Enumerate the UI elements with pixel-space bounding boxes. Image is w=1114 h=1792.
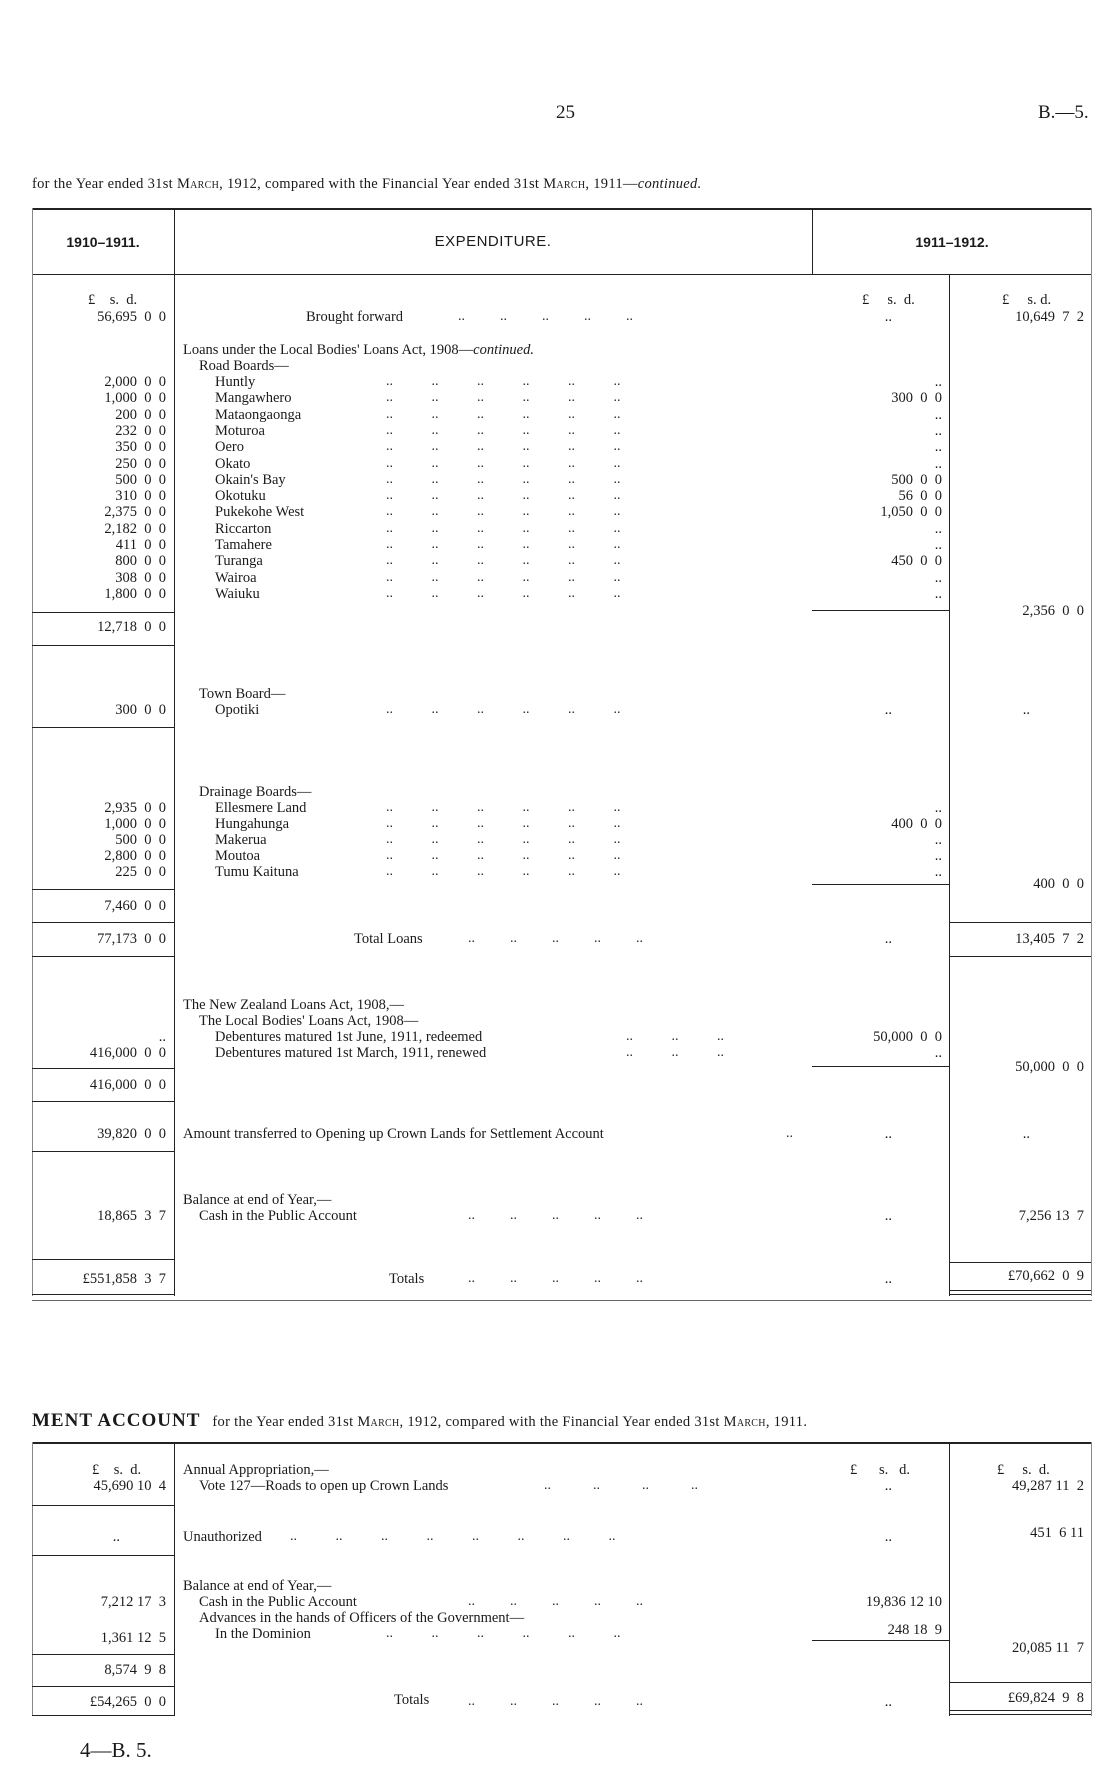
annual-heading: Annual Appropriation,— <box>183 1462 329 1478</box>
footer-code: 4—B. 5. <box>80 1738 152 1762</box>
row-left-value: 250 0 0 <box>115 455 166 472</box>
row-left-value: 500 0 0 <box>115 471 166 488</box>
road-subtotal-rule <box>32 612 174 613</box>
acct2-inner-rule <box>812 1640 949 1641</box>
acct2-units-left: £ s. d. <box>92 1462 142 1478</box>
row-left-value: 2,182 0 0 <box>104 520 166 537</box>
table-bottom-rule <box>32 1300 1092 1301</box>
row-label: Cash in the Public Account <box>199 1594 357 1610</box>
deb-inner-rule <box>812 1066 949 1067</box>
row-left-value: 2,000 0 0 <box>104 374 166 390</box>
row-inner-value: 400 0 0 <box>891 816 942 832</box>
row-label: Debentures matured 1st March, 1911, renewed <box>215 1045 487 1061</box>
row-label: Riccarton <box>215 520 272 537</box>
row-left-value: 308 0 0 <box>115 569 166 586</box>
row-inner-value: .. <box>934 585 942 602</box>
row-inner-value: .. <box>884 1208 892 1224</box>
row-label: Oero <box>215 439 244 456</box>
loans-heading: Loans under the Local Bodies' Loans Act, 1908—continued. <box>183 342 534 358</box>
row-inner-value: 50,000 0 0 <box>873 1029 942 1045</box>
row-left-value: 77,173 0 0 <box>97 931 166 947</box>
row-label: Moturoa <box>215 422 265 439</box>
drainage-rule-top <box>32 889 174 890</box>
row-inner-value: 248 18 9 <box>887 1622 942 1638</box>
row-left-value: 45,690 10 4 <box>93 1478 166 1494</box>
row-label: Ellesmere Land <box>215 800 307 816</box>
leader-dots: .. .. .. .. .. <box>458 309 633 324</box>
units-inner: £ s. d. <box>862 292 915 308</box>
row-label: Okain's Bay <box>215 471 286 488</box>
row-left-value: 2,375 0 0 <box>104 504 166 521</box>
row-inner-value: .. <box>934 800 942 816</box>
leader-dots: .. .. .. .. .. .. <box>386 537 621 552</box>
leader-dots: .. .. .. .. .. .. <box>386 520 621 536</box>
row-right-value: 451 6 11 <box>1030 1525 1084 1541</box>
row-inner-value: .. <box>934 864 942 880</box>
town-rule <box>32 727 174 728</box>
drainage-right-rule <box>949 922 1091 923</box>
leader-dots: .. .. .. .. .. .. <box>386 585 621 601</box>
vote-rule <box>32 1505 174 1506</box>
leader-dots: .. .. .. .. .. .. <box>386 374 621 389</box>
table-top-rule <box>32 208 1092 210</box>
row-right-value: .. <box>1022 702 1030 718</box>
row-left-value: 1,800 0 0 <box>104 585 166 602</box>
row-inner-value: .. <box>884 1126 892 1142</box>
left-border <box>32 208 33 1296</box>
leader-dots: .. .. .. .. .. .. <box>386 504 621 520</box>
row-inner-value: .. <box>934 537 942 553</box>
leader-dots: .. .. .. <box>626 1045 724 1060</box>
row-left-value: £54,265 0 0 <box>89 1694 166 1710</box>
page-number: 25 <box>556 102 575 123</box>
row-inner-value: .. <box>934 455 942 472</box>
row-inner-value: .. <box>884 1529 892 1545</box>
row-left-value: 416,000 0 0 <box>89 1045 166 1061</box>
row-inner-value: .. <box>884 1478 892 1494</box>
leader-dots: .. .. .. .. .. .. <box>386 569 621 585</box>
row-label: Brought forward <box>306 309 404 325</box>
row-left-value: £551,858 3 7 <box>82 1271 166 1287</box>
row-inner-value: .. <box>884 1694 892 1710</box>
row-right-value: 10,649 7 2 <box>1015 309 1084 325</box>
row-inner-value: 19,836 12 10 <box>865 1594 942 1610</box>
row-label: Debentures matured 1st June, 1911, redeemed <box>215 1029 483 1045</box>
row-label: Mangawhero <box>215 390 292 407</box>
leader-dots: .. .. .. <box>626 1029 724 1044</box>
row-label: Vote 127—Roads to open up Crown Lands <box>199 1478 449 1494</box>
leader-dots: .. .. .. .. .. .. .. .. <box>290 1529 616 1544</box>
drainage-total-left: 7,460 0 0 <box>104 898 166 914</box>
row-inner-value: 500 0 0 <box>891 471 942 488</box>
totals-double-rule-right <box>949 1290 1091 1291</box>
row-inner-value: 56 0 0 <box>898 488 942 505</box>
page-code: B.—5. <box>1038 102 1089 123</box>
row-label: Moutoa <box>215 848 261 864</box>
row-left-value: 500 0 0 <box>115 832 166 848</box>
leader-dots: .. .. .. .. .. <box>468 1694 643 1709</box>
row-label: Cash in the Public Account <box>199 1208 357 1224</box>
leader-dots: .. .. .. .. .. .. <box>386 439 621 455</box>
leader-dots: .. .. .. .. .. <box>468 1271 643 1286</box>
row-label: Mataongaonga <box>215 406 302 423</box>
row-left-value: 232 0 0 <box>115 422 166 439</box>
row-inner-value: .. <box>934 569 942 586</box>
row-inner-value: .. <box>934 832 942 848</box>
row-inner-value: .. <box>884 1271 892 1287</box>
row-label: Okato <box>215 455 251 472</box>
acct2-balance-total-left: 8,574 9 8 <box>104 1662 166 1678</box>
leader-dots: .. .. .. .. .. .. <box>386 406 621 422</box>
transfer-rule <box>32 1151 174 1152</box>
drainage-inner-rule <box>812 884 949 885</box>
debentures-total-left: 416,000 0 0 <box>89 1077 166 1093</box>
leader-dots: .. .. .. .. .. .. <box>386 832 621 847</box>
row-label: Huntly <box>215 374 256 390</box>
col-header-expenditure: EXPENDITURE. <box>434 233 552 250</box>
acct2-double-rule-right <box>949 1710 1091 1711</box>
row-label: Unauthorized <box>183 1529 262 1545</box>
row-inner-value: .. <box>934 1045 942 1061</box>
row-inner-value: 300 0 0 <box>891 390 942 407</box>
row-left-value: 310 0 0 <box>115 488 166 505</box>
drainage-heading: Drainage Boards— <box>199 784 312 800</box>
row-right-value: £70,662 0 9 <box>1007 1268 1084 1284</box>
row-left-value: 300 0 0 <box>115 702 166 718</box>
row-label: Wairoa <box>215 569 257 586</box>
acct2-double-rule-left <box>32 1715 174 1716</box>
leader-dots: .. .. .. .. .. .. <box>386 488 621 504</box>
row-label: Tumu Kaituna <box>215 864 299 880</box>
acct2-right-border <box>1091 1442 1092 1716</box>
row-left-value: .. <box>158 1029 166 1045</box>
row-left-value: 2,935 0 0 <box>104 800 166 816</box>
leader-dots: .. .. .. .. .. .. <box>386 848 621 863</box>
row-label: Totals <box>389 1271 425 1287</box>
row-label: Amount transferred to Opening up Crown Lands for Settlement Account <box>183 1126 604 1142</box>
deb-rule-top <box>32 1068 174 1069</box>
row-label: Opotiki <box>215 702 260 718</box>
col-divider-3 <box>949 274 950 1296</box>
row-right-value: £69,824 9 8 <box>1007 1690 1084 1706</box>
leader-dots: .. .. .. .. .. .. <box>386 1626 621 1641</box>
units-left: £ s. d. <box>88 292 138 308</box>
leader-dots: .. .. .. .. .. .. <box>386 455 621 471</box>
leader-dots: .. .. .. .. <box>544 1478 698 1493</box>
row-inner-value: 1,050 0 0 <box>880 504 942 521</box>
row-left-value: 1,361 12 5 <box>100 1630 166 1646</box>
leader-dots: .. .. .. .. .. .. <box>386 816 621 831</box>
drainage-total-right: 400 0 0 <box>1033 876 1084 892</box>
acct2-balance-total-right: 20,085 11 7 <box>1012 1640 1084 1656</box>
row-right-value: .. <box>1022 1126 1030 1142</box>
debentures-total-right: 50,000 0 0 <box>1015 1059 1084 1075</box>
row-left-value: 56,695 0 0 <box>97 309 166 325</box>
row-left-value: 2,800 0 0 <box>104 848 166 864</box>
row-label: Totals <box>394 1692 430 1708</box>
acct2-right-rule <box>949 1682 1091 1683</box>
road-inner-rule <box>812 610 949 611</box>
row-inner-value: .. <box>934 422 942 439</box>
col-header-1911: 1911–1912. <box>915 234 989 250</box>
header-bottom-rule <box>32 274 1092 275</box>
row-left-value: 411 0 0 <box>115 537 166 553</box>
leader-dots: .. .. .. .. .. .. <box>386 471 621 487</box>
leader-dots: .. .. .. .. .. <box>468 1594 643 1609</box>
drainage-rule-bottom <box>32 922 174 923</box>
balance-rule <box>32 1259 174 1260</box>
acct2-top-rule <box>32 1442 1092 1444</box>
acct2-double-rule-right-2 <box>949 1714 1091 1715</box>
row-inner-value: .. <box>934 848 942 864</box>
leader-dots: .. .. .. .. .. .. <box>386 864 621 879</box>
row-label: Makerua <box>215 832 267 848</box>
row-left-value: 39,820 0 0 <box>97 1126 166 1142</box>
advances-heading: Advances in the hands of Officers of the Government— <box>199 1610 525 1626</box>
unauth-rule <box>32 1555 174 1556</box>
leader-dots: .. .. .. .. .. .. <box>386 422 621 438</box>
total-loans-rule-right <box>949 956 1091 957</box>
row-left-value: 1,000 0 0 <box>104 390 166 407</box>
row-label: Waiuku <box>215 585 260 602</box>
leader-dots: .. .. .. .. .. <box>468 931 643 946</box>
acct2-units-inner: £ s. d. <box>850 1462 911 1478</box>
road-boards-total-left: 12,718 0 0 <box>97 619 166 635</box>
deb-rule-bottom <box>32 1101 174 1102</box>
totals-double-rule-right-2 <box>949 1294 1091 1295</box>
row-label: In the Dominion <box>215 1626 311 1642</box>
leader-dots: .. .. .. .. .. <box>468 1208 643 1223</box>
row-label: Total Loans <box>354 931 423 947</box>
balance-heading: Balance at end of Year,— <box>183 1192 332 1208</box>
acct2-col-divider-3 <box>949 1442 950 1716</box>
town-board-heading: Town Board— <box>199 686 286 702</box>
account2-caption: MENT ACCOUNT for the Year ended 31st March, 1912, compared with the Financial Year ended 31st March, 1911. <box>32 1410 808 1431</box>
row-inner-value: .. <box>884 702 892 718</box>
row-inner-value: .. <box>934 406 942 423</box>
row-inner-value: .. <box>934 439 942 456</box>
row-inner-value: .. <box>934 520 942 537</box>
acct2-left-border <box>32 1442 33 1716</box>
leader-dots: .. .. .. .. .. .. <box>386 702 621 717</box>
col-divider-1 <box>174 208 175 1296</box>
row-label: Hungahunga <box>215 816 290 832</box>
acct2-bal-rule-top <box>32 1654 174 1655</box>
row-inner-value: .. <box>884 309 892 325</box>
road-boards-total-right: 2,356 0 0 <box>1022 603 1084 619</box>
acct2-balance-heading: Balance at end of Year,— <box>183 1578 332 1594</box>
row-inner-value: 450 0 0 <box>891 553 942 570</box>
road-subtotal-rule-bottom <box>32 645 174 646</box>
total-loans-rule <box>32 956 174 957</box>
acct2-col-divider-1 <box>174 1442 175 1716</box>
row-left-value: 225 0 0 <box>115 864 166 880</box>
row-inner-value: .. <box>934 374 942 390</box>
row-left-value: 1,000 0 0 <box>104 816 166 832</box>
road-boards-heading: Road Boards— <box>199 358 289 374</box>
row-left-value: 7,212 17 3 <box>100 1594 166 1610</box>
row-left-value: .. <box>112 1529 120 1545</box>
leader-dots: .. .. .. .. .. .. <box>386 390 621 406</box>
leader-dots: .. .. .. .. .. .. <box>386 800 621 815</box>
totals-rule-right-top <box>949 1262 1091 1263</box>
row-label: Tamahere <box>215 537 272 553</box>
row-label: Turanga <box>215 553 263 570</box>
row-left-value: 800 0 0 <box>115 553 166 570</box>
totals-double-rule-left <box>32 1294 174 1295</box>
table-caption: for the Year ended 31st March, 1912, compared with the Financial Year ended 31st March, 1911—continued. <box>32 176 702 192</box>
row-left-value: 200 0 0 <box>115 406 166 423</box>
account2-title: MENT ACCOUNT <box>32 1410 201 1431</box>
right-border <box>1091 208 1092 1296</box>
row-label: Pukekohe West <box>215 504 305 521</box>
leader-dots: .. .. .. .. .. .. <box>386 553 621 569</box>
row-inner-value: .. <box>884 931 892 947</box>
row-left-value: 18,865 3 7 <box>97 1208 166 1224</box>
acct2-bal-rule-bottom <box>32 1686 174 1687</box>
leader-dots: .. <box>786 1126 793 1141</box>
nz-loans-heading: The New Zealand Loans Act, 1908,— <box>183 997 405 1013</box>
row-right-value: 7,256 13 7 <box>1018 1208 1084 1224</box>
row-right-value: 13,405 7 2 <box>1015 931 1084 947</box>
units-right: £ s. d. <box>1002 292 1052 308</box>
lb-loans-heading: The Local Bodies' Loans Act, 1908— <box>199 1013 419 1029</box>
row-label: Okotuku <box>215 488 266 505</box>
row-right-value: 49,287 11 2 <box>1012 1478 1084 1494</box>
row-left-value: 350 0 0 <box>115 439 166 456</box>
acct2-units-right: £ s. d. <box>997 1462 1050 1478</box>
col-header-1910: 1910–1911. <box>66 234 140 250</box>
